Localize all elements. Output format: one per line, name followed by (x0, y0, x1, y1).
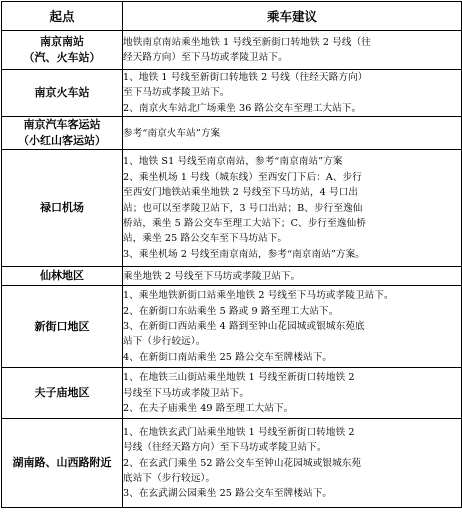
route-table (1, 1, 462, 508)
origin-label: 南京汽车客运站 (23, 118, 101, 132)
advice-line: 2、南京火车站北广场乘坐 36 路公交车至理工大站下。 (123, 102, 362, 114)
origin-cell (2, 70, 123, 117)
advice-line: 至下马坊或孝陵卫站下。 (123, 87, 230, 99)
table-row (2, 368, 462, 419)
advice-line: 乘坐地铁 2 号线至下马坊或孝陵卫站下。 (123, 270, 301, 282)
advice-cell (123, 31, 462, 70)
origin-cell (2, 286, 123, 368)
advice-line: 1、地铁 S1 号线至南京南站，参考“南京南站”方案 (123, 156, 343, 168)
advice-line: 2、在新街口东站乘坐 5 路或 9 路至理工大站下。 (123, 305, 339, 317)
table-row (2, 286, 462, 368)
advice-line: 底站下（步行较远）。 (123, 472, 216, 484)
advice-line: 桥站，乘坐 5 路公交车至理工大站下；C、步行至逸仙桥 (123, 217, 366, 229)
advice-line: 1、在地铁三山街站乘坐地铁 1 号线至新街口转地铁 2 (123, 372, 355, 384)
origin-label: 南京火车站 (34, 86, 90, 100)
advice-line: 号线（往经天路方向）至下马坊或孝陵卫站下。 (123, 442, 327, 454)
advice-line: 站，乘坐 25 路公交车至下马坊站下。 (123, 233, 288, 245)
origin-cell (2, 117, 123, 150)
advice-cell (123, 267, 462, 286)
advice-cell (123, 150, 462, 267)
advice-line: 站；也可以至孝陵卫站下，3 号口出站；B、步行至逸仙 (123, 202, 363, 214)
route-guide-document (1, 1, 461, 508)
advice-cell (123, 368, 462, 419)
advice-line: 3、在新街口西站乘坐 4 路到至钟山花园城或银城东苑底 (123, 321, 365, 333)
origin-label: （小红山客运站） (18, 134, 106, 148)
header-row (2, 2, 462, 31)
origin-label: 南京南站 (40, 35, 84, 48)
origin-cell (2, 267, 123, 286)
origin-label: 禄口机场 (40, 201, 84, 215)
table-row (2, 150, 462, 267)
advice-line: 2、乘坐机场 1 号线（城东线）至西安门下后：A、步行 (123, 171, 362, 183)
table-row (2, 117, 462, 150)
advice-line: 经天路方向）至下马坊或孝陵卫站下。 (123, 52, 288, 63)
advice-line: 1、地铁 1 号线至新街口转地铁 2 号线（往经天路方向） (123, 72, 368, 83)
origin-cell (2, 419, 123, 508)
advice-cell (123, 117, 462, 150)
advice-cell (123, 286, 462, 368)
advice-line: 1、在地铁玄武门站乘坐地铁 1 号线至新街口转地铁 2 (123, 426, 355, 438)
advice-line: 地铁南京南站乘坐地铁 1 号线至新街口转地铁 2 号线（往 (123, 36, 371, 48)
table-row (2, 267, 462, 286)
origin-cell (2, 368, 123, 419)
advice-line: 2、在夫子庙乘坐 49 路至理工大站下。 (123, 402, 294, 414)
table-body (2, 31, 462, 508)
origin-cell (2, 31, 123, 70)
advice-line: 2、在玄武门乘坐 52 路公交车至钟山花园城或银城东苑 (123, 457, 362, 469)
origin-cell (2, 150, 123, 267)
origin-label: 湖南路、山西路附近 (12, 456, 112, 470)
table-row (2, 419, 462, 508)
advice-line: 号线至下马坊或孝陵卫站下。 (123, 387, 250, 399)
advice-cell (123, 419, 462, 508)
advice-line: 3、在玄武湖公园乘坐 25 路公交车至牌楼站下。 (123, 488, 333, 500)
origin-label: （汽、火车站） (23, 51, 101, 64)
header-origin: 起点 (2, 2, 123, 31)
advice-line: 至西安门地铁站乘坐地铁 2 号线至下马坊站，4 号口出 (123, 187, 359, 199)
table-row (2, 31, 462, 70)
advice-line: 3、乘坐机场 2 号线至南京南站，参考“南京南站”方案。 (123, 248, 365, 260)
table-row (2, 70, 462, 117)
origin-label: 新街口地区 (34, 319, 90, 333)
advice-line: 参考“南京火车站”方案 (123, 127, 221, 139)
advice-line: 4、在新街口南站乘坐 25 路公交车至牌楼站下。 (123, 351, 333, 363)
advice-line: 站下（步行较远）。 (123, 336, 206, 348)
advice-line: 1、乘坐地铁新街口站乘坐地铁 2 号线至下马坊或孝陵卫站下。 (123, 290, 394, 302)
origin-label: 夫子庙地区 (34, 386, 90, 400)
advice-cell (123, 70, 462, 117)
origin-label: 仙林地区 (40, 269, 84, 283)
header-advice: 乘车建议 (123, 2, 462, 31)
